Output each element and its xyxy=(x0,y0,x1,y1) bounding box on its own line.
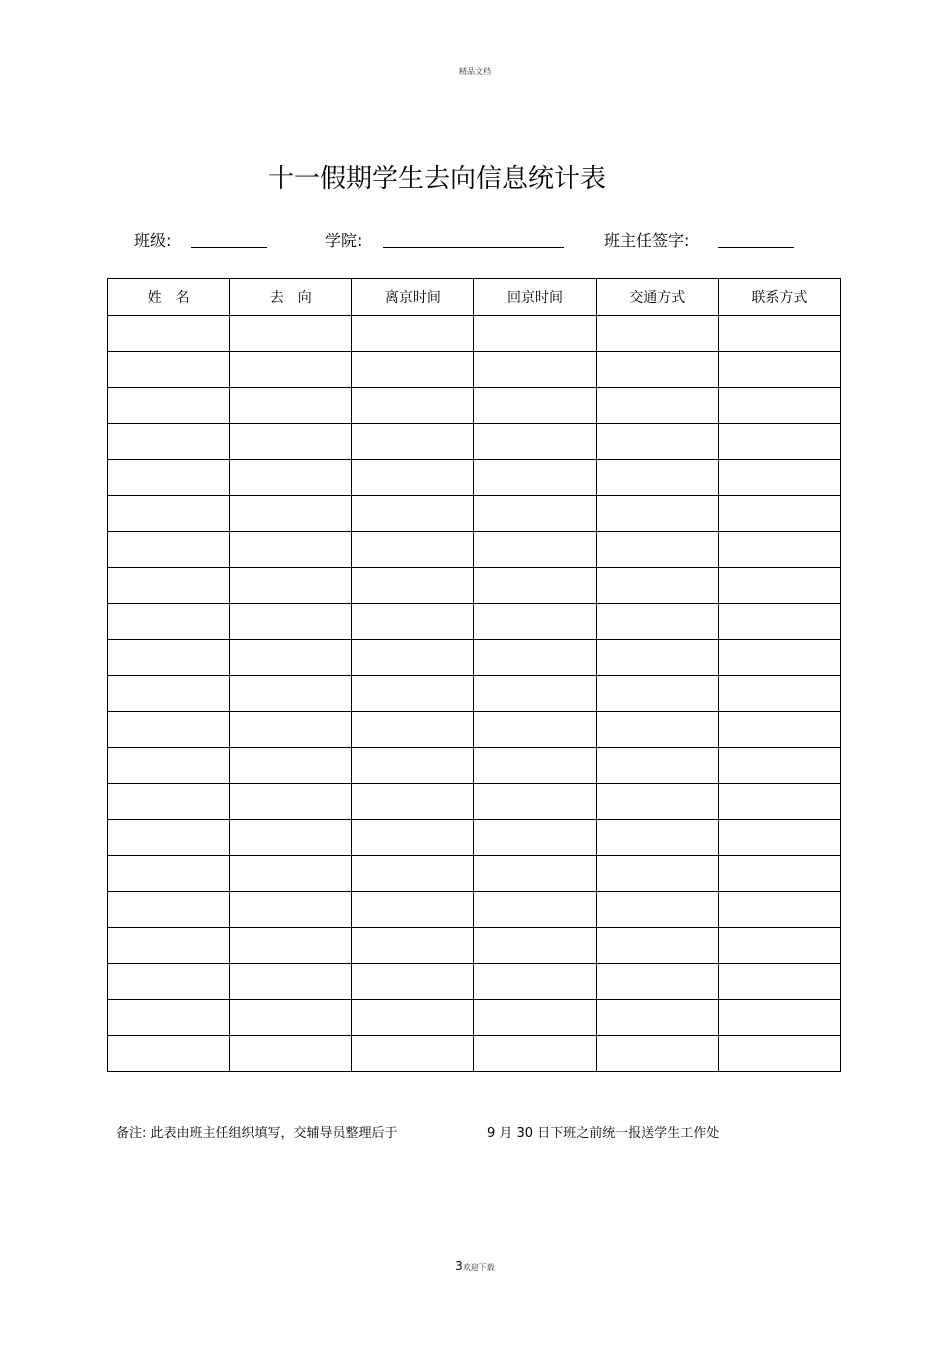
table-cell[interactable] xyxy=(596,676,718,712)
table-row xyxy=(108,388,841,424)
table-cell[interactable] xyxy=(230,424,352,460)
table-cell[interactable] xyxy=(474,964,596,1000)
table-cell[interactable] xyxy=(230,820,352,856)
table-cell[interactable] xyxy=(108,316,230,352)
table-body xyxy=(108,316,841,1072)
table-cell[interactable] xyxy=(230,640,352,676)
column-header-leave-time: 离京时间 xyxy=(352,279,474,316)
table-cell[interactable] xyxy=(230,1036,352,1072)
table-cell[interactable] xyxy=(596,640,718,676)
class-blank-line[interactable] xyxy=(191,247,267,248)
table-cell[interactable] xyxy=(596,604,718,640)
table-cell[interactable] xyxy=(718,1000,840,1036)
student-info-table xyxy=(107,278,841,1072)
table-row xyxy=(108,676,841,712)
table-row xyxy=(108,892,841,928)
table-cell[interactable] xyxy=(352,568,474,604)
table-cell[interactable] xyxy=(352,856,474,892)
table-cell[interactable] xyxy=(596,748,718,784)
column-header-return-time: 回京时间 xyxy=(474,279,596,316)
table-cell[interactable] xyxy=(596,496,718,532)
table-cell[interactable] xyxy=(474,856,596,892)
table-cell[interactable] xyxy=(474,640,596,676)
column-header-contact: 联系方式 xyxy=(718,279,840,316)
table-cell[interactable] xyxy=(718,316,840,352)
table-cell[interactable] xyxy=(718,676,840,712)
table-cell[interactable] xyxy=(718,892,840,928)
table-cell[interactable] xyxy=(718,928,840,964)
table-cell[interactable] xyxy=(596,568,718,604)
table-cell[interactable] xyxy=(718,388,840,424)
table-row xyxy=(108,496,841,532)
table-cell[interactable] xyxy=(108,856,230,892)
table-row xyxy=(108,748,841,784)
table-row xyxy=(108,316,841,352)
table-row xyxy=(108,928,841,964)
table-row xyxy=(108,1036,841,1072)
signature-blank-line[interactable] xyxy=(718,247,794,248)
remark-note xyxy=(116,1122,720,1141)
table-cell[interactable] xyxy=(474,1000,596,1036)
table-cell[interactable] xyxy=(718,640,840,676)
table-cell[interactable] xyxy=(474,892,596,928)
class-field xyxy=(134,228,171,251)
column-header-transport: 交通方式 xyxy=(596,279,718,316)
table-cell[interactable] xyxy=(596,892,718,928)
table-row xyxy=(108,856,841,892)
table-cell[interactable] xyxy=(718,856,840,892)
table-cell[interactable] xyxy=(474,388,596,424)
table-cell[interactable] xyxy=(596,424,718,460)
table-row xyxy=(108,1000,841,1036)
column-header-name: 姓 名 xyxy=(108,279,230,316)
table-cell[interactable] xyxy=(474,784,596,820)
header-note: 精品文档 xyxy=(459,67,491,76)
table-cell[interactable] xyxy=(108,460,230,496)
table-cell[interactable] xyxy=(474,352,596,388)
table-cell[interactable] xyxy=(108,388,230,424)
table-header-row xyxy=(108,279,841,316)
table-cell[interactable] xyxy=(230,352,352,388)
table-cell[interactable] xyxy=(718,784,840,820)
table-row xyxy=(108,532,841,568)
table-cell[interactable] xyxy=(474,676,596,712)
table-cell[interactable] xyxy=(474,496,596,532)
table-cell[interactable] xyxy=(352,496,474,532)
footer-text: 欢迎下载 xyxy=(462,1263,495,1272)
table-cell[interactable] xyxy=(230,712,352,748)
table-cell[interactable] xyxy=(108,1036,230,1072)
table-row xyxy=(108,460,841,496)
table-cell[interactable] xyxy=(108,532,230,568)
table-cell[interactable] xyxy=(352,460,474,496)
table-cell[interactable] xyxy=(230,748,352,784)
table-cell[interactable] xyxy=(108,424,230,460)
table-cell[interactable] xyxy=(352,928,474,964)
table-cell[interactable] xyxy=(474,568,596,604)
table-cell[interactable] xyxy=(596,1000,718,1036)
table-cell[interactable] xyxy=(474,712,596,748)
column-header-destination: 去 向 xyxy=(230,279,352,316)
table-row xyxy=(108,352,841,388)
table-cell[interactable] xyxy=(230,496,352,532)
table-cell[interactable] xyxy=(230,388,352,424)
signature-label: 班主任签字: xyxy=(604,231,690,250)
table-cell[interactable] xyxy=(230,604,352,640)
table-cell[interactable] xyxy=(596,964,718,1000)
page-footer xyxy=(0,1259,950,1273)
page-number: 3 xyxy=(455,1259,463,1273)
table-cell[interactable] xyxy=(108,928,230,964)
table-cell[interactable] xyxy=(230,316,352,352)
table-cell[interactable] xyxy=(596,460,718,496)
table-cell[interactable] xyxy=(596,712,718,748)
table-cell[interactable] xyxy=(596,316,718,352)
table-cell[interactable] xyxy=(352,388,474,424)
table-cell[interactable] xyxy=(474,316,596,352)
table-cell[interactable] xyxy=(718,820,840,856)
table-cell[interactable] xyxy=(352,784,474,820)
class-label: 班级: xyxy=(134,231,172,250)
table-cell[interactable] xyxy=(352,820,474,856)
table-cell[interactable] xyxy=(108,496,230,532)
page-title: 十一假期学生去向信息统计表 xyxy=(268,164,607,194)
table-cell[interactable] xyxy=(108,820,230,856)
table-cell[interactable] xyxy=(352,676,474,712)
table-cell[interactable] xyxy=(352,532,474,568)
table-cell[interactable] xyxy=(352,316,474,352)
table-cell[interactable] xyxy=(474,928,596,964)
table-cell[interactable] xyxy=(718,964,840,1000)
table-cell[interactable] xyxy=(718,1036,840,1072)
table-cell[interactable] xyxy=(474,820,596,856)
table-cell[interactable] xyxy=(352,892,474,928)
table-cell[interactable] xyxy=(596,928,718,964)
table-cell[interactable] xyxy=(352,748,474,784)
table-cell[interactable] xyxy=(474,604,596,640)
table-cell[interactable] xyxy=(474,532,596,568)
table-cell[interactable] xyxy=(108,640,230,676)
table-cell[interactable] xyxy=(108,604,230,640)
college-label: 学院: xyxy=(325,231,363,250)
table-cell[interactable] xyxy=(474,748,596,784)
table-cell[interactable] xyxy=(596,820,718,856)
table-cell[interactable] xyxy=(230,892,352,928)
table-cell[interactable] xyxy=(352,1000,474,1036)
table-row xyxy=(108,640,841,676)
table-cell[interactable] xyxy=(230,568,352,604)
table-cell[interactable] xyxy=(108,964,230,1000)
table-cell[interactable] xyxy=(718,460,840,496)
table-cell[interactable] xyxy=(352,604,474,640)
table-cell[interactable] xyxy=(596,784,718,820)
table-cell[interactable] xyxy=(718,496,840,532)
table-cell[interactable] xyxy=(718,748,840,784)
table-cell[interactable] xyxy=(108,784,230,820)
table-cell[interactable] xyxy=(108,712,230,748)
table-row xyxy=(108,712,841,748)
college-field xyxy=(325,228,362,251)
table-cell[interactable] xyxy=(352,712,474,748)
table-cell[interactable] xyxy=(352,352,474,388)
table-cell[interactable] xyxy=(596,388,718,424)
table-cell[interactable] xyxy=(108,748,230,784)
table-row xyxy=(108,820,841,856)
table-cell[interactable] xyxy=(352,424,474,460)
table-cell[interactable] xyxy=(718,712,840,748)
table-cell[interactable] xyxy=(230,856,352,892)
table-row xyxy=(108,604,841,640)
table-cell[interactable] xyxy=(596,856,718,892)
table-cell[interactable] xyxy=(352,964,474,1000)
table-row xyxy=(108,568,841,604)
table-cell[interactable] xyxy=(230,928,352,964)
table-cell[interactable] xyxy=(596,352,718,388)
table-cell[interactable] xyxy=(108,568,230,604)
remark-part1: 备注: 此表由班主任组织填写，交辅导员整理后于 xyxy=(116,1126,398,1141)
table-cell[interactable] xyxy=(352,1036,474,1072)
table-cell[interactable] xyxy=(230,676,352,712)
table-cell[interactable] xyxy=(230,784,352,820)
table-cell[interactable] xyxy=(108,352,230,388)
table-cell[interactable] xyxy=(718,532,840,568)
table-row xyxy=(108,964,841,1000)
table-row xyxy=(108,424,841,460)
table-cell[interactable] xyxy=(108,676,230,712)
table-cell[interactable] xyxy=(596,532,718,568)
table-cell[interactable] xyxy=(718,604,840,640)
table-cell[interactable] xyxy=(474,460,596,496)
table-cell[interactable] xyxy=(718,352,840,388)
table-cell[interactable] xyxy=(474,1036,596,1072)
signature-field xyxy=(604,228,689,251)
table-cell[interactable] xyxy=(718,424,840,460)
table-cell[interactable] xyxy=(596,1036,718,1072)
table-row xyxy=(108,784,841,820)
table-cell[interactable] xyxy=(230,532,352,568)
college-blank-line[interactable] xyxy=(383,247,564,248)
table-cell[interactable] xyxy=(474,424,596,460)
table-cell[interactable] xyxy=(108,1000,230,1036)
table-cell[interactable] xyxy=(230,1000,352,1036)
table-cell[interactable] xyxy=(230,460,352,496)
table-cell[interactable] xyxy=(718,568,840,604)
remark-part2: 9 月 30 日下班之前统一报送学生工作处 xyxy=(487,1126,720,1141)
table-cell[interactable] xyxy=(352,640,474,676)
table-cell[interactable] xyxy=(230,964,352,1000)
table-cell[interactable] xyxy=(108,892,230,928)
